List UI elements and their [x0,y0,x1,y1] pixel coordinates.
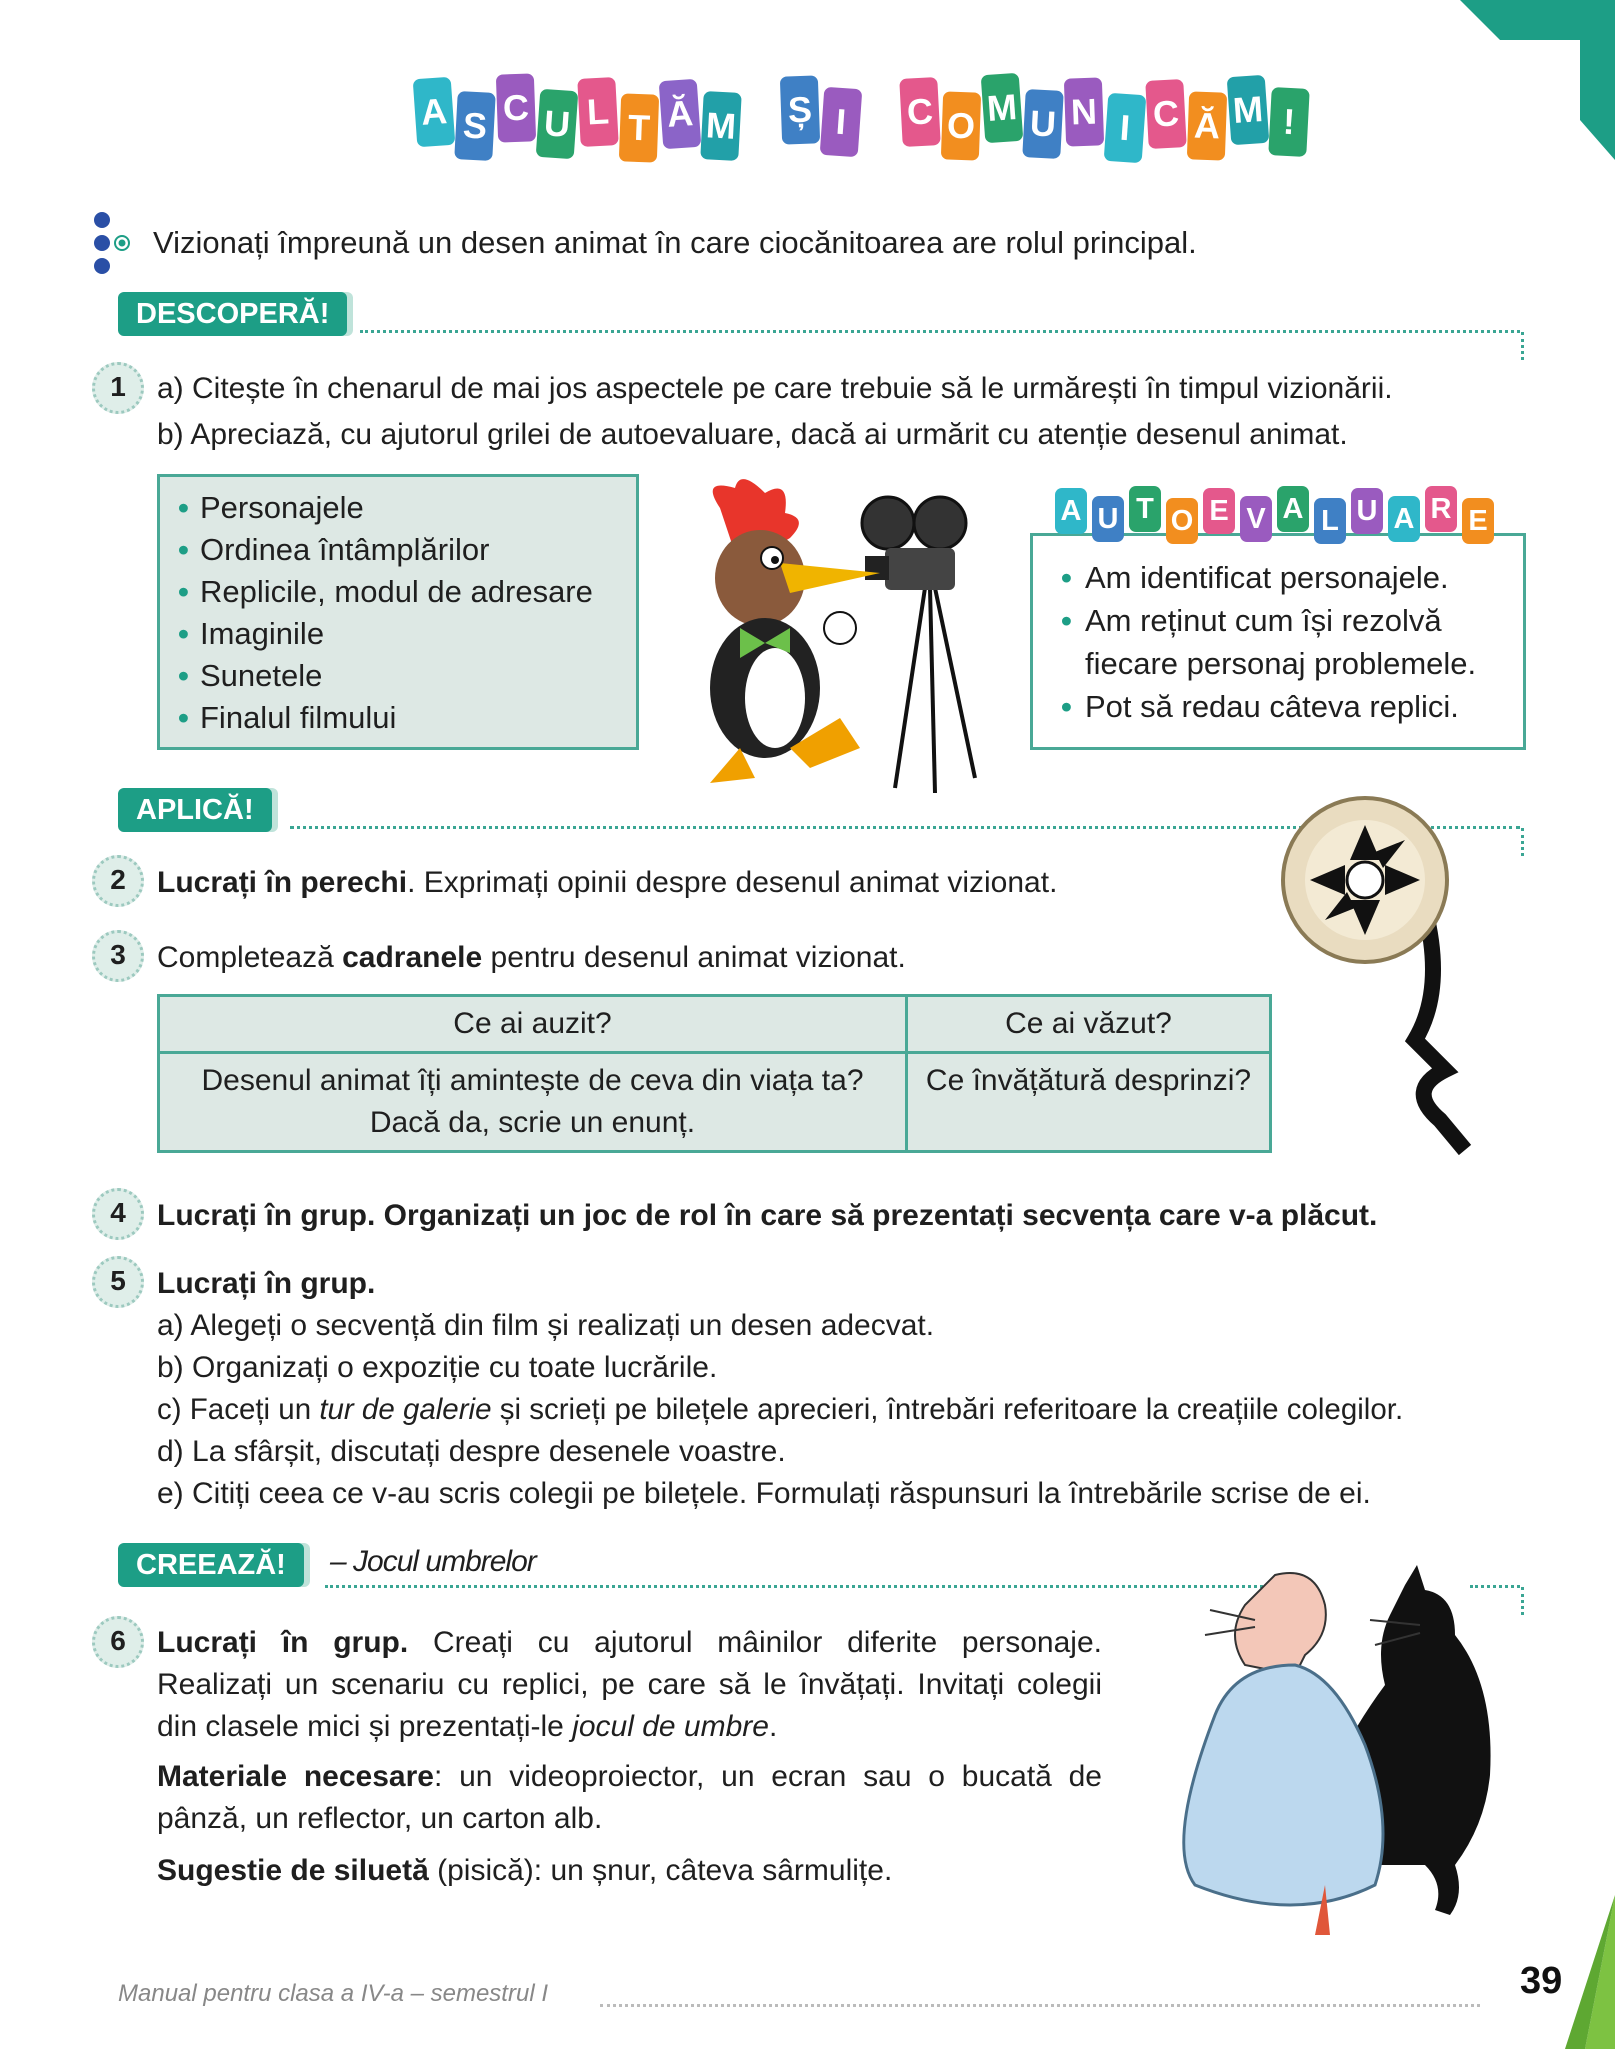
section-aplica: APLICĂ! [118,788,272,832]
footer-text: Manual pentru clasa a IV-a – semestrul I [118,1980,548,2007]
autoevaluare-letter-tile: O [1166,498,1198,544]
autoevaluare-letter-tile: E [1203,488,1235,534]
ex6-p1c-italic: jocul de umbre [572,1710,769,1743]
divider [360,330,1520,333]
page-number: 39 [1520,1960,1563,2002]
ex6-materials [157,1756,1102,1840]
exercise-number: 3 [92,930,144,982]
film-reel-illustration [1275,790,1530,1160]
title-letter-tile: M [1227,75,1270,145]
title-letter-tile: I [820,87,863,157]
title-letter-tile: M [700,91,742,161]
ex5-c-pre: c) Faceți un [157,1393,320,1426]
title-letter-tile: C [496,73,536,142]
table-cell: Ce ai văzut? [907,996,1271,1053]
ex1-a-text: a) Citește în chenarul de mai jos aspectele pe care trebuie să le urmărești în timpul vizionării. [157,372,1393,405]
table-cell: Ce învățătură desprinzi? [907,1053,1271,1152]
ex6-p1c-post: . [768,1710,778,1743]
ex4-rest: Organizați un joc de rol în care să prezentați secvența care v-a plăcut. [375,1199,1378,1232]
table-cell-line: Desenul animat îți amintește de ceva din viața ta? [201,1064,864,1097]
materials-bold: Materiale necesare [157,1760,434,1793]
divider [1521,332,1524,360]
autoevaluare-letter-tile: A [1388,496,1420,542]
woodpecker-camera-illustration [680,478,990,800]
autoevaluare-letter-tile: V [1240,496,1272,542]
ex1-b-text: b) Apreciază, cu ajutorul grilei de autoevaluare, dacă ai urmărit cu atenție desenul animat. [157,418,1348,451]
list-item: • Imaginile [178,613,636,655]
ex5-c-post: și scrieți pe bilețele aprecieri, întrebări referitoare la creațiile colegilor. [491,1393,1404,1426]
ex4-bold: Lucrați în grup. [157,1199,376,1232]
title-letter-tile: C [1145,79,1187,149]
title-letter-tile: L [577,77,619,147]
table-cell: Ce ai auzit? [159,996,907,1053]
autoevaluare-letter-tile: A [1055,488,1087,534]
ex6-para1 [157,1622,1102,1748]
autoevaluare-letter-tile: E [1462,498,1494,544]
ex3-text [157,937,906,979]
autoevaluare-letter-tile: L [1314,498,1346,544]
ex5-c [157,1389,1403,1431]
autoevaluare-letter-tile: U [1092,496,1124,542]
ex6-p1c-pre: din clasele mici și prezentați-le [157,1710,573,1743]
title-letter-tile: U [1022,89,1064,159]
creeaza-subtitle: – Jocul umbrelor [330,1545,536,1578]
list-item: • Replicile, modul de adresare [178,571,636,613]
title-letter-tile: Ă [659,79,702,149]
ex4-text [157,1195,1377,1237]
quadrant-table [157,994,1272,1153]
title-letter-tile: O [941,91,981,160]
list-item: • Am identificat personajele. [1061,556,1523,599]
divider [1521,1587,1524,1615]
title-letter-tile: C [899,77,941,147]
suggestion-rest: (pisică): un șnur, câteva sârmulițe. [428,1854,893,1887]
materials-a: : un videoproiector, un ecran sau o bucată de [433,1760,1102,1793]
list-item: • Am reținut cum își rezolvă fiecare personaj problemele. [1061,599,1523,685]
autoevaluare-letter-tile: A [1277,486,1309,532]
ex6-line [157,1756,1102,1798]
title-letter-tile: U [536,89,579,159]
title-letter-tile: N [1064,77,1104,146]
ex6-bold: Lucrați în grup. [157,1626,409,1659]
title-letter-tile: A [413,77,456,147]
exercise-number: 5 [92,1256,144,1308]
aspects-box [157,474,639,750]
autoevaluare-title [1055,488,1505,548]
ex3-bold: cadranele [342,941,483,974]
page-title [415,68,1297,178]
title-letter-tile: T [619,93,659,162]
list-item: • Finalul filmului [178,697,636,739]
intro-text: Vizionați împreună un desen animat în care ciocănitoarea are rolul principal. [153,225,1197,260]
title-letter-tile: Ș [780,75,820,144]
list-item: • Ordinea întâmplărilor [178,529,636,571]
list-item: • Sunetele [178,655,636,697]
table-row [159,996,1271,1053]
autoevaluare-letter-tile: U [1351,488,1383,534]
autoevaluare-letter-tile: R [1425,486,1457,532]
title-letter-tile: I [1104,93,1147,163]
ex5-b: b) Organizați o expoziție cu toate lucrările. [157,1351,718,1384]
exercise-number: 6 [92,1616,144,1668]
ex5-d: d) La sfârșit, discutați despre desenele voastre. [157,1435,786,1468]
list-item: • Personajele [178,487,636,529]
ex6-line: pânză, un reflector, un carton alb. [157,1802,603,1835]
ex3-pre: Completează [157,941,343,974]
divider [600,2004,1480,2007]
hand-shadow-cat-illustration [1155,1565,1510,1935]
exercise-number: 4 [92,1188,144,1240]
ex6-line: Realizați un scenariu cu replici, pe care să le învățați. Invitați colegii [157,1668,1102,1701]
ex5-a: a) Alegeți o secvență din film și realizați un desen adecvat. [157,1309,935,1342]
ex2-text [157,862,1057,904]
autoevaluare-box [1030,533,1526,750]
title-letter-tile: ! [1268,87,1310,157]
ex6-line [157,1706,1102,1748]
list-item: • Pot să redau câteva replici. [1061,685,1523,728]
ex6-line [157,1622,1102,1664]
exercise-number: 2 [92,855,144,907]
title-letter-tile: Ă [1187,91,1227,160]
section-creeaza: CREEAZĂ! [118,1543,304,1587]
table-cell-line: Dacă da, scrie un enunț. [369,1106,696,1139]
exercise-number: 1 [92,362,144,414]
ex2-bold: Lucrați în perechi [157,866,408,899]
ex3-rest: pentru desenul animat vizionat. [482,941,906,974]
bullet-dots-icon [90,210,130,280]
ex5-c-italic: tur de galerie [319,1393,492,1426]
corner-decoration-top [1460,0,1615,160]
ex2-rest: . Exprimați opinii despre desenul animat vizionat. [407,866,1058,899]
ex6-p1a: Creați cu ajutorul mâinilor diferite personaje. [408,1626,1102,1659]
ex6-suggestion [157,1850,892,1892]
section-descopera: DESCOPERĂ! [118,292,347,336]
title-letter-tile: S [454,91,496,161]
ex5-e: e) Citiți ceea ce v-au scris colegii pe bilețele. Formulați răspunsuri la întrebările scrise de ei. [157,1477,1371,1510]
table-row [159,1053,1271,1152]
ex5-heading [157,1263,375,1305]
suggestion-bold: Sugestie de siluetă [157,1854,429,1887]
autoevaluare-letter-tile: T [1129,486,1161,532]
ex5-bold: Lucrați în grup. [157,1267,376,1300]
title-letter-tile: M [981,73,1024,143]
table-cell [159,1053,907,1152]
